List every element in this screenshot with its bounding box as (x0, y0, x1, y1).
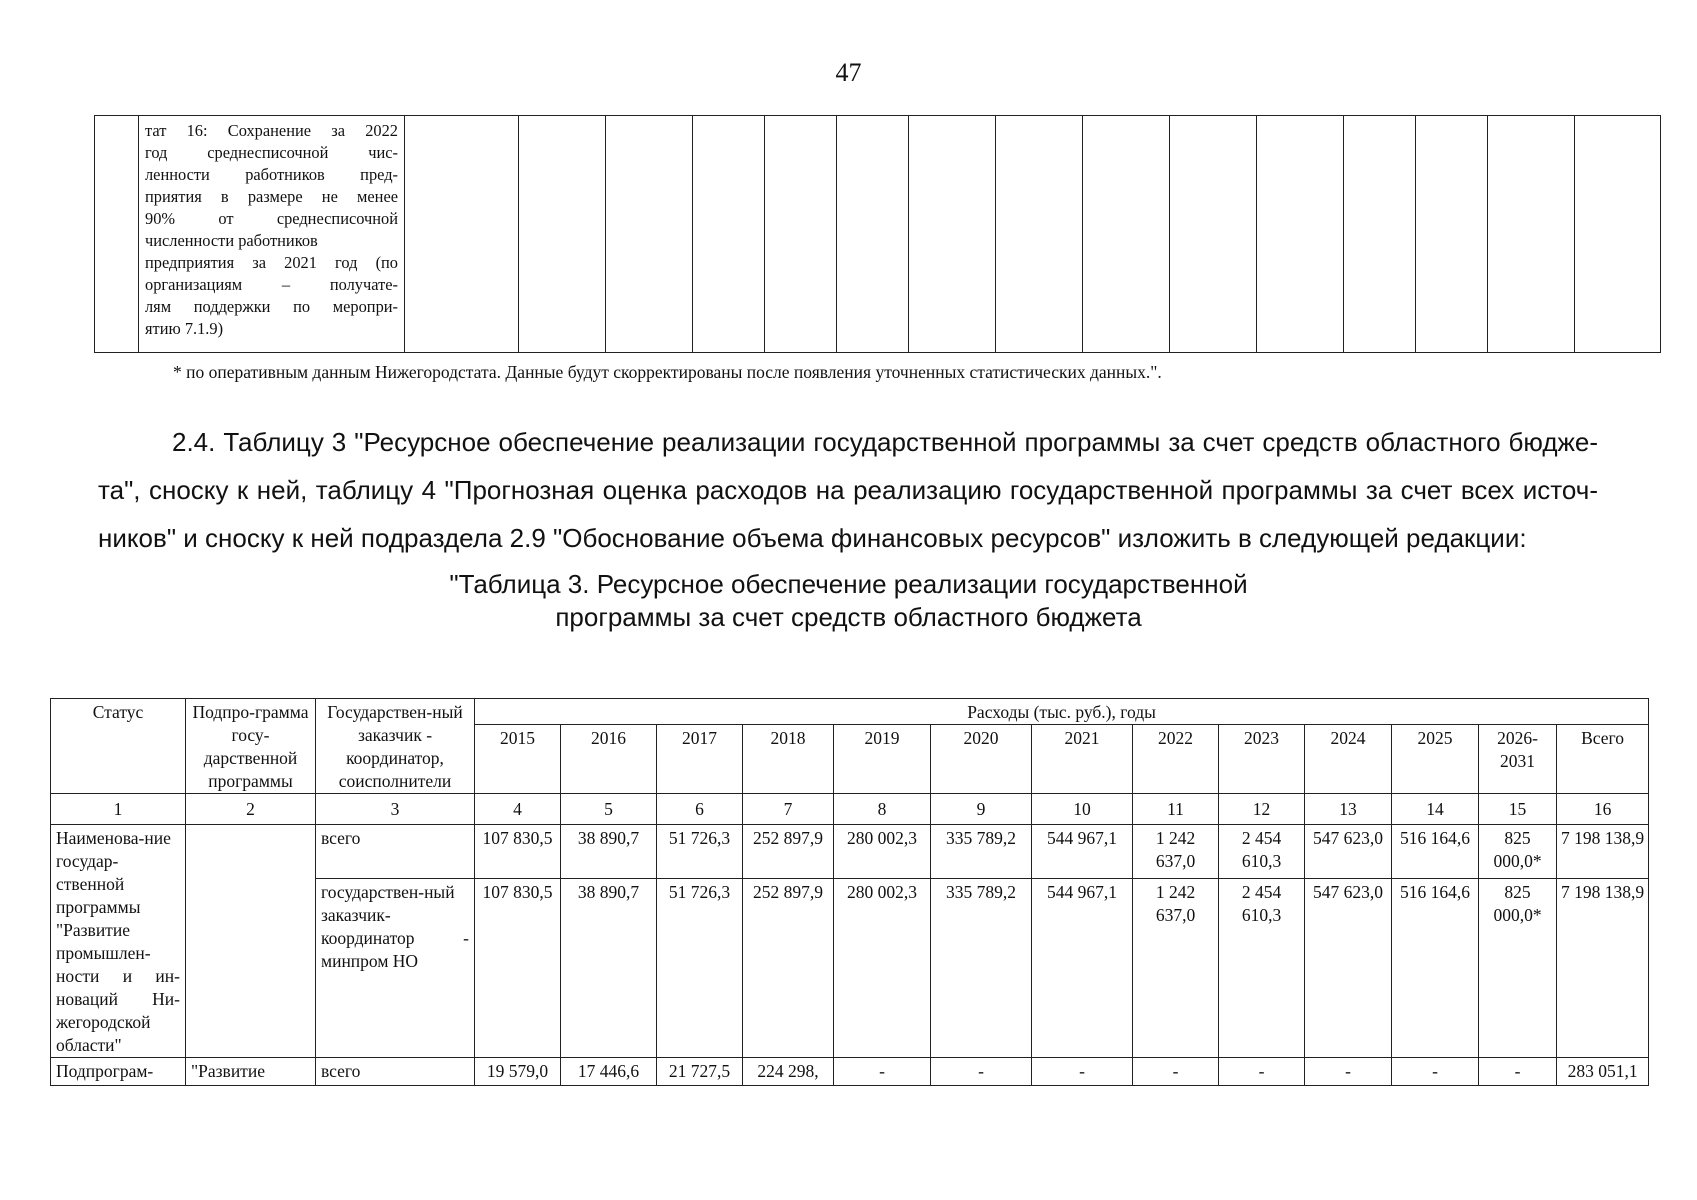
value-cell: 38 890,7 (561, 879, 657, 1058)
value-cell: 2 454 610,3 (1219, 879, 1305, 1058)
value-cell: 224 298, (743, 1058, 834, 1086)
indicator-text-line: тат 16: Сохранение за 2022 (145, 121, 398, 140)
column-number: 6 (657, 794, 743, 825)
table-title-line-2: программы за счет средств областного бюджета (555, 602, 1142, 632)
header-year: 2018 (743, 725, 834, 794)
header-year: 2023 (1219, 725, 1305, 794)
indicator-text-line: год среднесписочной чис- (145, 143, 398, 162)
value-cell: - (1219, 1058, 1305, 1086)
header-year: 2019 (834, 725, 931, 794)
value-cell: 547 623,0 (1305, 825, 1392, 879)
column-number: 8 (834, 794, 931, 825)
value-cell: 547 623,0 (1305, 879, 1392, 1058)
status-subprogram: Подпрограм- (51, 1058, 186, 1086)
header-year: 2022 (1133, 725, 1219, 794)
value-cell: 280 002,3 (834, 825, 931, 879)
value-cell: - (1479, 1058, 1557, 1086)
value-cell: 51 726,3 (657, 879, 743, 1058)
value-cell: 38 890,7 (561, 825, 657, 879)
page-number: 47 (835, 58, 862, 87)
value-cell: 21 727,5 (657, 1058, 743, 1086)
table-title (0, 568, 1697, 634)
header-year: 2025 (1392, 725, 1479, 794)
value-cell: 107 830,5 (475, 879, 561, 1058)
column-number: 4 (475, 794, 561, 825)
value-cell: 7 198 138,9 (1557, 879, 1649, 1058)
instruction-paragraph: 2.4. Таблицу 3 "Ресурсное обеспечение реализации государственной программы за счет средств областного бюдже-та", сноску к ней, таблицу 4 "Прогнозная оценка расходов на реализацию государственной программы за счет всех источ-ников" и сноску к ней подраздела 2.9 "Обоснование объема финансовых ресурсов" изложить в следующей редакции: (98, 427, 1598, 553)
value-cell: - (834, 1058, 931, 1086)
indicator-text-line: приятия в размере не менее (145, 187, 398, 206)
header-year: 2024 (1305, 725, 1392, 794)
customer-coordinator: государствен-ный заказчик-координатор - минпром НО (316, 879, 475, 1058)
value-cell: - (1032, 1058, 1133, 1086)
column-number: 1 (51, 794, 186, 825)
column-number: 14 (1392, 794, 1479, 825)
value-cell: 51 726,3 (657, 825, 743, 879)
resource-table (50, 698, 1649, 1086)
customer-total: всего (316, 825, 475, 879)
header-year: 2015 (475, 725, 561, 794)
value-cell: 280 002,3 (834, 879, 931, 1058)
value-cell: 107 830,5 (475, 825, 561, 879)
column-number: 9 (931, 794, 1032, 825)
value-cell: 2 454 610,3 (1219, 825, 1305, 879)
value-cell: - (1392, 1058, 1479, 1086)
value-cell: 825 000,0* (1479, 879, 1557, 1058)
header-year: 2026-2031 (1479, 725, 1557, 794)
column-number: 3 (316, 794, 475, 825)
header-expenses: Расходы (тыс. руб.), годы (475, 699, 1649, 725)
indicator-text-line: 90% от среднесписочной (145, 209, 398, 228)
column-number: 5 (561, 794, 657, 825)
column-number: 12 (1219, 794, 1305, 825)
header-year: 2021 (1032, 725, 1133, 794)
table-title-line-1: "Таблица 3. Ресурсное обеспечение реализации государственной (449, 569, 1248, 599)
header-year: 2020 (931, 725, 1032, 794)
indicator-text-line: численности работников (145, 231, 318, 250)
value-cell: - (1305, 1058, 1392, 1086)
value-cell: 335 789,2 (931, 825, 1032, 879)
cell-empty (95, 116, 139, 353)
header-year: 2017 (657, 725, 743, 794)
header-year: Всего (1557, 725, 1649, 794)
value-cell: 17 446,6 (561, 1058, 657, 1086)
column-number: 16 (1557, 794, 1649, 825)
header-year: 2016 (561, 725, 657, 794)
indicator-text-line: предприятия за 2021 год (по (145, 253, 398, 272)
value-cell: 825 000,0* (1479, 825, 1557, 879)
column-number: 15 (1479, 794, 1557, 825)
value-cell: 335 789,2 (931, 879, 1032, 1058)
continued-table (94, 115, 1661, 353)
indicator-text-line: ленности работников пред- (145, 165, 398, 184)
header-status: Статус (51, 699, 186, 794)
indicator-text-line: лям поддержки по меропри- (145, 297, 398, 316)
column-number: 7 (743, 794, 834, 825)
value-cell: 252 897,9 (743, 879, 834, 1058)
status-program-name: Наименова-ние государ-ственной программы "Развитие промышлен-ности и ин-новаций Ни-жегородской области" (51, 825, 186, 1058)
value-cell: 516 164,6 (1392, 879, 1479, 1058)
value-cell: 544 967,1 (1032, 879, 1133, 1058)
value-cell: 544 967,1 (1032, 825, 1133, 879)
subprogram-name: "Развитие (186, 1058, 316, 1086)
value-cell: 1 242 637,0 (1133, 825, 1219, 879)
footnote: * по оперативным данным Нижегородстата. Данные будут скорректированы после появления уточненных статистических данных.". (173, 362, 1162, 382)
indicator-text-line: ятию 7.1.9) (145, 319, 224, 338)
subprogram-cell-empty (186, 825, 316, 1058)
value-cell: 19 579,0 (475, 1058, 561, 1086)
column-number: 2 (186, 794, 316, 825)
value-cell: 283 051,1 (1557, 1058, 1649, 1086)
column-number: 11 (1133, 794, 1219, 825)
value-cell: 7 198 138,9 (1557, 825, 1649, 879)
customer-total: всего (316, 1058, 475, 1086)
header-customer: Государствен-ный заказчик - координатор, соисполнители (316, 699, 475, 794)
value-cell: - (931, 1058, 1032, 1086)
indicator-text-line: организациям – получате- (145, 275, 398, 294)
indicator-text-cell (139, 116, 405, 353)
column-number: 10 (1032, 794, 1133, 825)
value-cell: 252 897,9 (743, 825, 834, 879)
value-cell: - (1133, 1058, 1219, 1086)
header-subprogram: Подпро-грамма госу-дарственной программы (186, 699, 316, 794)
value-cell: 516 164,6 (1392, 825, 1479, 879)
column-number: 13 (1305, 794, 1392, 825)
value-cell: 1 242 637,0 (1133, 879, 1219, 1058)
